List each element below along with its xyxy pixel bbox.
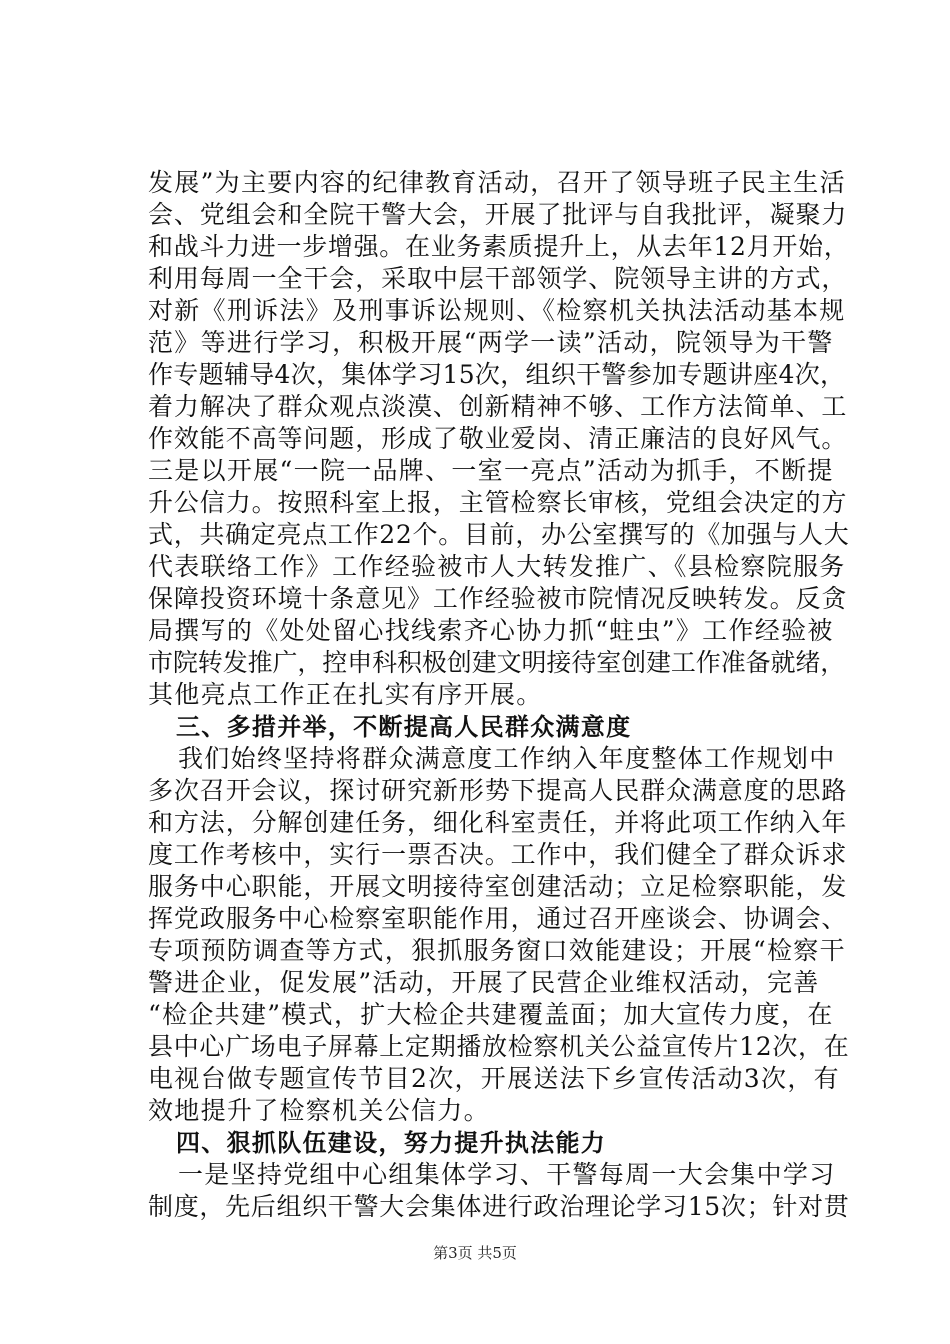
text-line: “检企共建”模式，扩大检企共建覆盖面；加大宣传力度，在 <box>148 1000 834 1029</box>
text-line: 利用每周一全干会，采取中层干部领学、院领导主讲的方式， <box>148 264 848 293</box>
document-body <box>148 167 850 1223</box>
text-line: 县中心广场电子屏幕上定期播放检察机关公益宣传片12次，在 <box>148 1032 850 1061</box>
text-line: 局撰写的《处处留心找线索齐心协力抓“蛀虫”》工作经验被 <box>148 616 834 645</box>
text-line: 作专题辅导4次，集体学习15次，组织干警参加专题讲座4次， <box>148 360 846 389</box>
text-line: 会、党组会和全院干警大会，开展了批评与自我批评，凝聚力 <box>148 200 848 229</box>
text-line: 电视台做专题宣传节目2次，开展送法下乡宣传活动3次，有 <box>148 1064 840 1093</box>
page-footer: 第3页 共5页 <box>433 1244 517 1262</box>
text-line: 度工作考核中，实行一票否决。工作中，我们健全了群众诉求 <box>148 840 848 869</box>
text-line: 其他亮点工作正在扎实有序开展。 <box>148 680 543 709</box>
text-line: 保障投资环境十条意见》工作经验被市院情况反映转发。反贪 <box>148 584 848 613</box>
text-line: 式，共确定亮点工作22个。目前，办公室撰写的《加强与人大 <box>148 520 850 549</box>
text-line: 作效能不高等问题，形成了敬业爱岗、清正廉洁的良好风气。 <box>148 424 848 453</box>
text-line: 一是坚持党组中心组集体学习、干警每周一大会集中学习 <box>178 1160 836 1189</box>
text-line: 警进企业，促发展”活动，开展了民营企业维权活动，完善 <box>148 968 820 997</box>
text-line: 升公信力。按照科室上报，主管检察长审核，党组会决定的方 <box>148 488 848 517</box>
text-line: 效地提升了检察机关公信力。 <box>148 1096 490 1125</box>
text-line: 三是以开展“一院一品牌、一室一亮点”活动为抓手，不断提 <box>148 456 834 485</box>
text-line: 制度，先后组织干警大会集体进行政治理论学习15次；针对贯 <box>148 1192 850 1221</box>
text-line: 和方法，分解创建任务，细化科室责任，并将此项工作纳入年 <box>148 808 848 837</box>
text-line: 多次召开会议，探讨研究新形势下提高人民群众满意度的思路 <box>148 776 848 805</box>
text-line: 服务中心职能，开展文明接待室创建活动；立足检察职能，发 <box>148 872 848 901</box>
text-line: 专项预防调查等方式，狠抓服务窗口效能建设；开展“检察干 <box>148 936 846 965</box>
text-line: 对新《刑诉法》及刑事诉讼规则、《检察机关执法活动基本规 <box>148 296 846 325</box>
text-line: 范》等进行学习，积极开展“两学一读”活动，院领导为干警 <box>148 328 834 357</box>
section-heading: 四、狠抓队伍建设，努力提升执法能力 <box>176 1129 607 1157</box>
text-line: 市院转发推广，控申科积极创建文明接待室创建工作准备就绪， <box>148 648 846 677</box>
text-line: 发展”为主要内容的纪律教育活动，召开了领导班子民主生活 <box>148 168 846 197</box>
text-line: 代表联络工作》工作经验被市人大转发推广、《县检察院服务 <box>148 552 846 581</box>
text-line: 我们始终坚持将群众满意度工作纳入年度整体工作规划中 <box>178 744 836 773</box>
text-line: 挥党政服务中心检察室职能作用，通过召开座谈会、协调会、 <box>148 904 848 933</box>
text-line: 着力解决了群众观点淡漠、创新精神不够、工作方法简单、工 <box>148 392 848 421</box>
section-heading: 三、多措并举，不断提高人民群众满意度 <box>176 713 632 741</box>
text-line: 和战斗力进一步增强。在业务素质提升上，从去年12月开始， <box>148 232 850 261</box>
